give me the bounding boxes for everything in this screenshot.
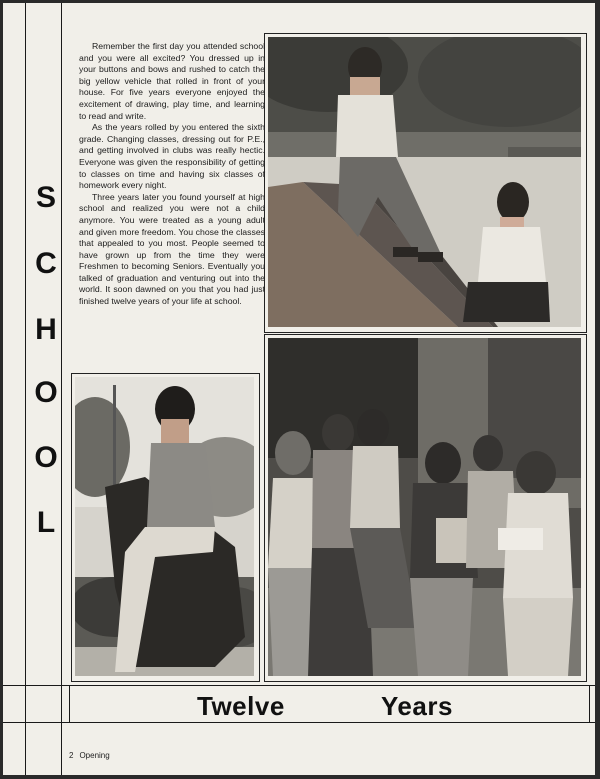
body-paragraph: As the years rolled by you entered the sixth grade. Changing classes, dressing out for P.E., and getting involved in clubs was really hectic. Everyone was given the responsibility of getting to classes on time and having six classes of homework every night. <box>79 122 265 191</box>
bottom-rule-top <box>3 685 595 686</box>
photo-students-at-monument <box>268 37 581 327</box>
body-paragraph: Three years later you found yourself at high school and realized you were not a child anymore. You were treated as a young adult and given more freedom. You chose the classes that appealed to you most. People seemed to have grown up from the time they were Freshmen to becoming Seniors. Eventually you talked of graduation and venturing out into the world. It soon dawned on you that you had just finished twelve years of your life at school. <box>79 191 265 307</box>
bottom-rule-bottom <box>3 722 595 723</box>
section-name: Opening <box>79 751 110 760</box>
side-title-letter-o: O <box>34 441 58 474</box>
side-title-letter-c: C <box>35 247 57 280</box>
body-copy <box>79 41 265 308</box>
left-vertical-rule-inner <box>61 3 62 775</box>
page-number: 2 <box>69 751 74 760</box>
photo-students-walking <box>268 338 581 676</box>
side-title-letter-l: L <box>36 506 56 539</box>
side-title-letter-s: S <box>35 181 56 214</box>
left-vertical-rule-outer <box>25 3 26 775</box>
page-folio <box>69 751 116 760</box>
side-title-letter-o: O <box>34 376 58 409</box>
body-paragraph: Remember the first day you attended school and you were all excited? You dressed up in your buttons and bows and rushed to catch the big yellow vehicle that rolled in front of your house. For five years everyone enjoyed the excitement of drawing, play time, and learning to read and write. <box>79 41 265 121</box>
side-title-letter-h: H <box>35 313 57 346</box>
yearbook-page <box>3 3 595 775</box>
heading-word-twelve: Twelve <box>197 691 285 721</box>
heading-word-years: Years <box>381 691 453 721</box>
heading-rule-left <box>69 686 70 722</box>
heading-rule-right <box>589 686 590 722</box>
photo-student-on-statue <box>75 377 254 676</box>
